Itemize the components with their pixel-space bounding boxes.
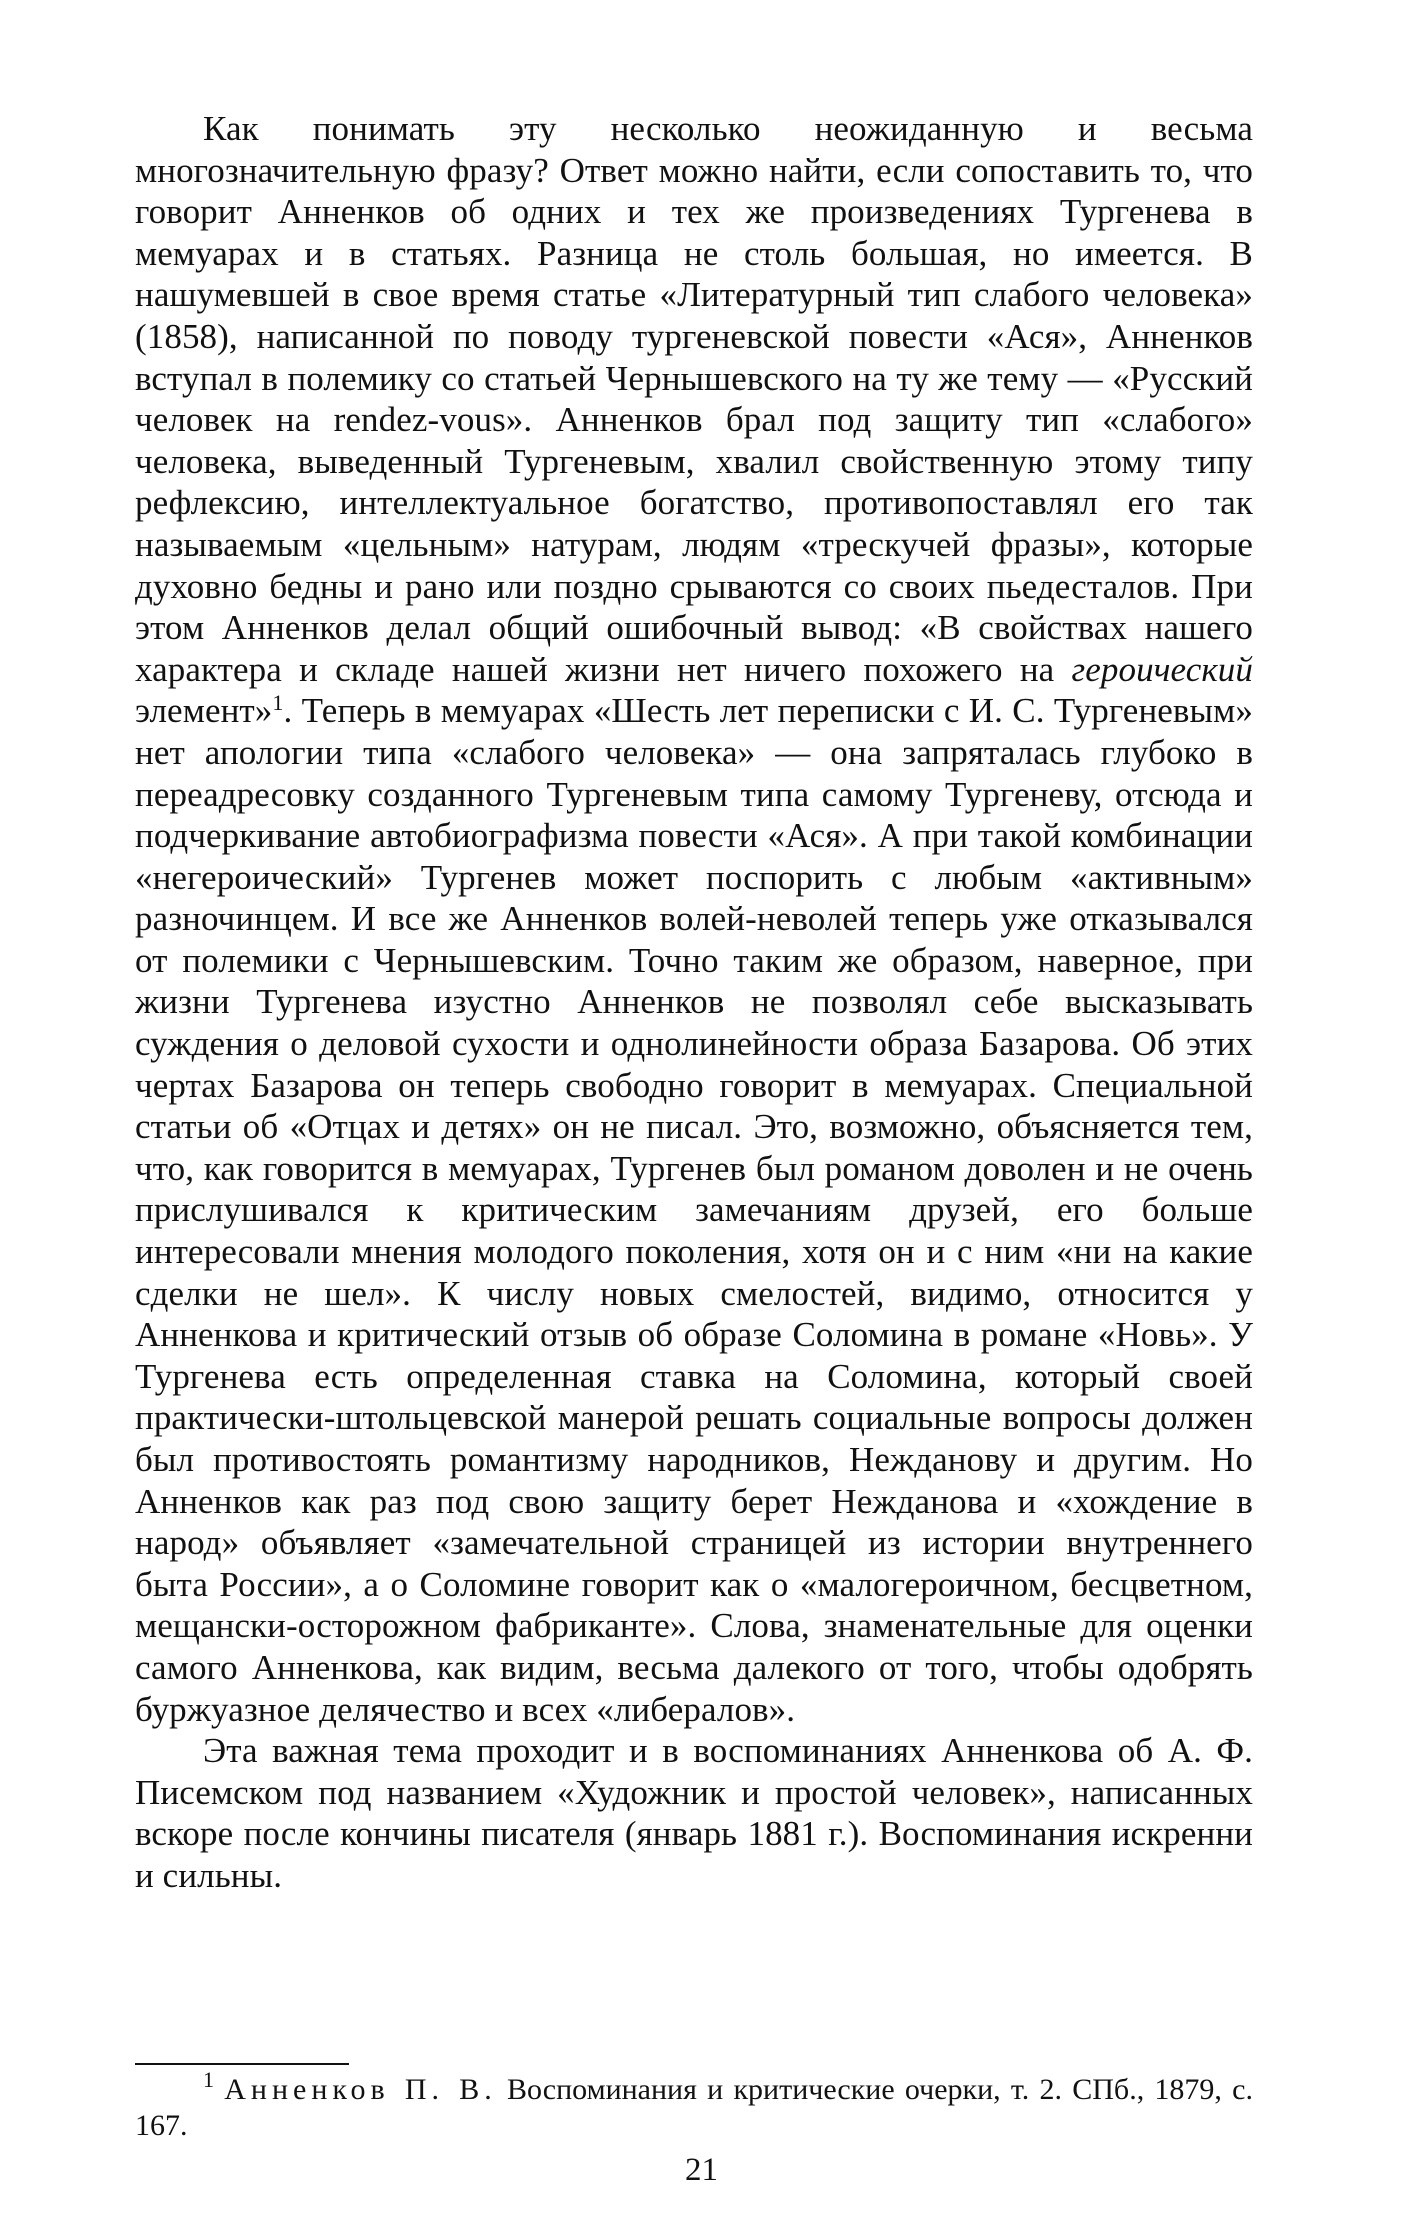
paragraph-1-text-a: Как понимать эту несколько неожиданную и весьма многозначительную фразу? Ответ можно найти, если сопоставить то, что говорит Анненков об одних и тех же произведениях Тургенева в мемуарах и в статьях. Разница не столь большая, но имеется. В нашумевшей в свое время статье «Литературный тип слабого человека» (1858), написанной по поводу тургеневской повести «Ася», Анненков вступал в полемику со статьей Чернышевского на ту же тему — «Русский человек на rendez-vous». Анненков брал под защиту тип «слабого» человека, выведенный Тургеневым, хвалил свойственную этому типу рефлексию, интеллектуальное богатство, противопоставлял его так называемым «цельным» натурам, людям «трескучей фразы», которые духовно бедны и рано или поздно срываются со своих пьедесталов. При этом Анненков делал общий ошибочный вывод: «В свойствах нашего характера и складе нашей жизни нет ничего похожего на [135, 109, 1253, 689]
footnote-divider [135, 2063, 349, 2065]
footnote-marker: 1 [203, 2067, 214, 2092]
footnote [135, 2067, 1253, 2144]
italic-word: героический [1071, 649, 1253, 689]
paragraph-1-text-c: . Теперь в мемуарах «Шесть лет переписки с И. С. Тургеневым» нет апологии типа «слабого человека» — она запряталась глубоко в переадресовку созданного Тургеневым типа самому Тургеневу, отсюда и подчеркивание автобиографизма повести «Ася». А при такой комбинации «негероический» Тургенев может поспорить с любым «активным» разночинцем. И все же Анненков волей-неволей теперь уже отказывался от полемики с Чернышевским. Точно таким же образом, наверное, при жизни Тургенева изустно Анненков не позволял себе высказывать суждения о деловой сухости и однолинейности образа Базарова. Об этих чертах Базарова он теперь свободно говорит в мемуарах. Специальной статьи об «Отцах и детях» он не писал. Это, возможно, объясняется тем, что, как говорится в мемуарах, Тургенев был романом доволен и не очень прислушивался к критическим замечаниям друзей, его больше интересовали мнения молодого поколения, хотя он и с ним «ни на какие сделки не шел». К числу новых смелостей, видимо, относится у Анненкова и критический отзыв об образе Соломина в романе «Новь». У Тургенева есть определенная ставка на Соломина, который своей практически-штольцевской манерой решать социальные вопросы должен был противостоять романтизму народников, Нежданову и другим. Но Анненков как раз под свою защиту берет Нежданова и «хождение в народ» объявляет «замечательной страницей из истории внутреннего быта России», а о Соломине говорит как о «малогероичном, бесцветном, мещански-осторожном фабриканте». Слова, знаменательные для оценки самого Анненкова, как видим, весьма далекого от того, чтобы одобрять буржуазное делячество и всех «либералов». [135, 691, 1253, 1729]
paragraph-1 [135, 108, 1253, 1730]
paragraph-1-text-b: элемент» [135, 691, 273, 731]
page-body [135, 108, 1253, 1897]
page-number: 21 [685, 2152, 718, 2188]
footnote-author: Анненков П. В. [224, 2073, 497, 2106]
footnote-text: Воспоминания и критические очерки, т. 2. СПб., 1879, с. 167. [135, 2073, 1253, 2142]
footnote-reference[interactable]: 1 [272, 690, 284, 716]
paragraph-2: Эта важная тема проходит и в воспоминаниях Анненкова об А. Ф. Писемском под названием «Художник и простой человек», написанных вскоре после кончины писателя (январь 1881 г.). Воспоминания искренни и сильны. [135, 1731, 1253, 1895]
